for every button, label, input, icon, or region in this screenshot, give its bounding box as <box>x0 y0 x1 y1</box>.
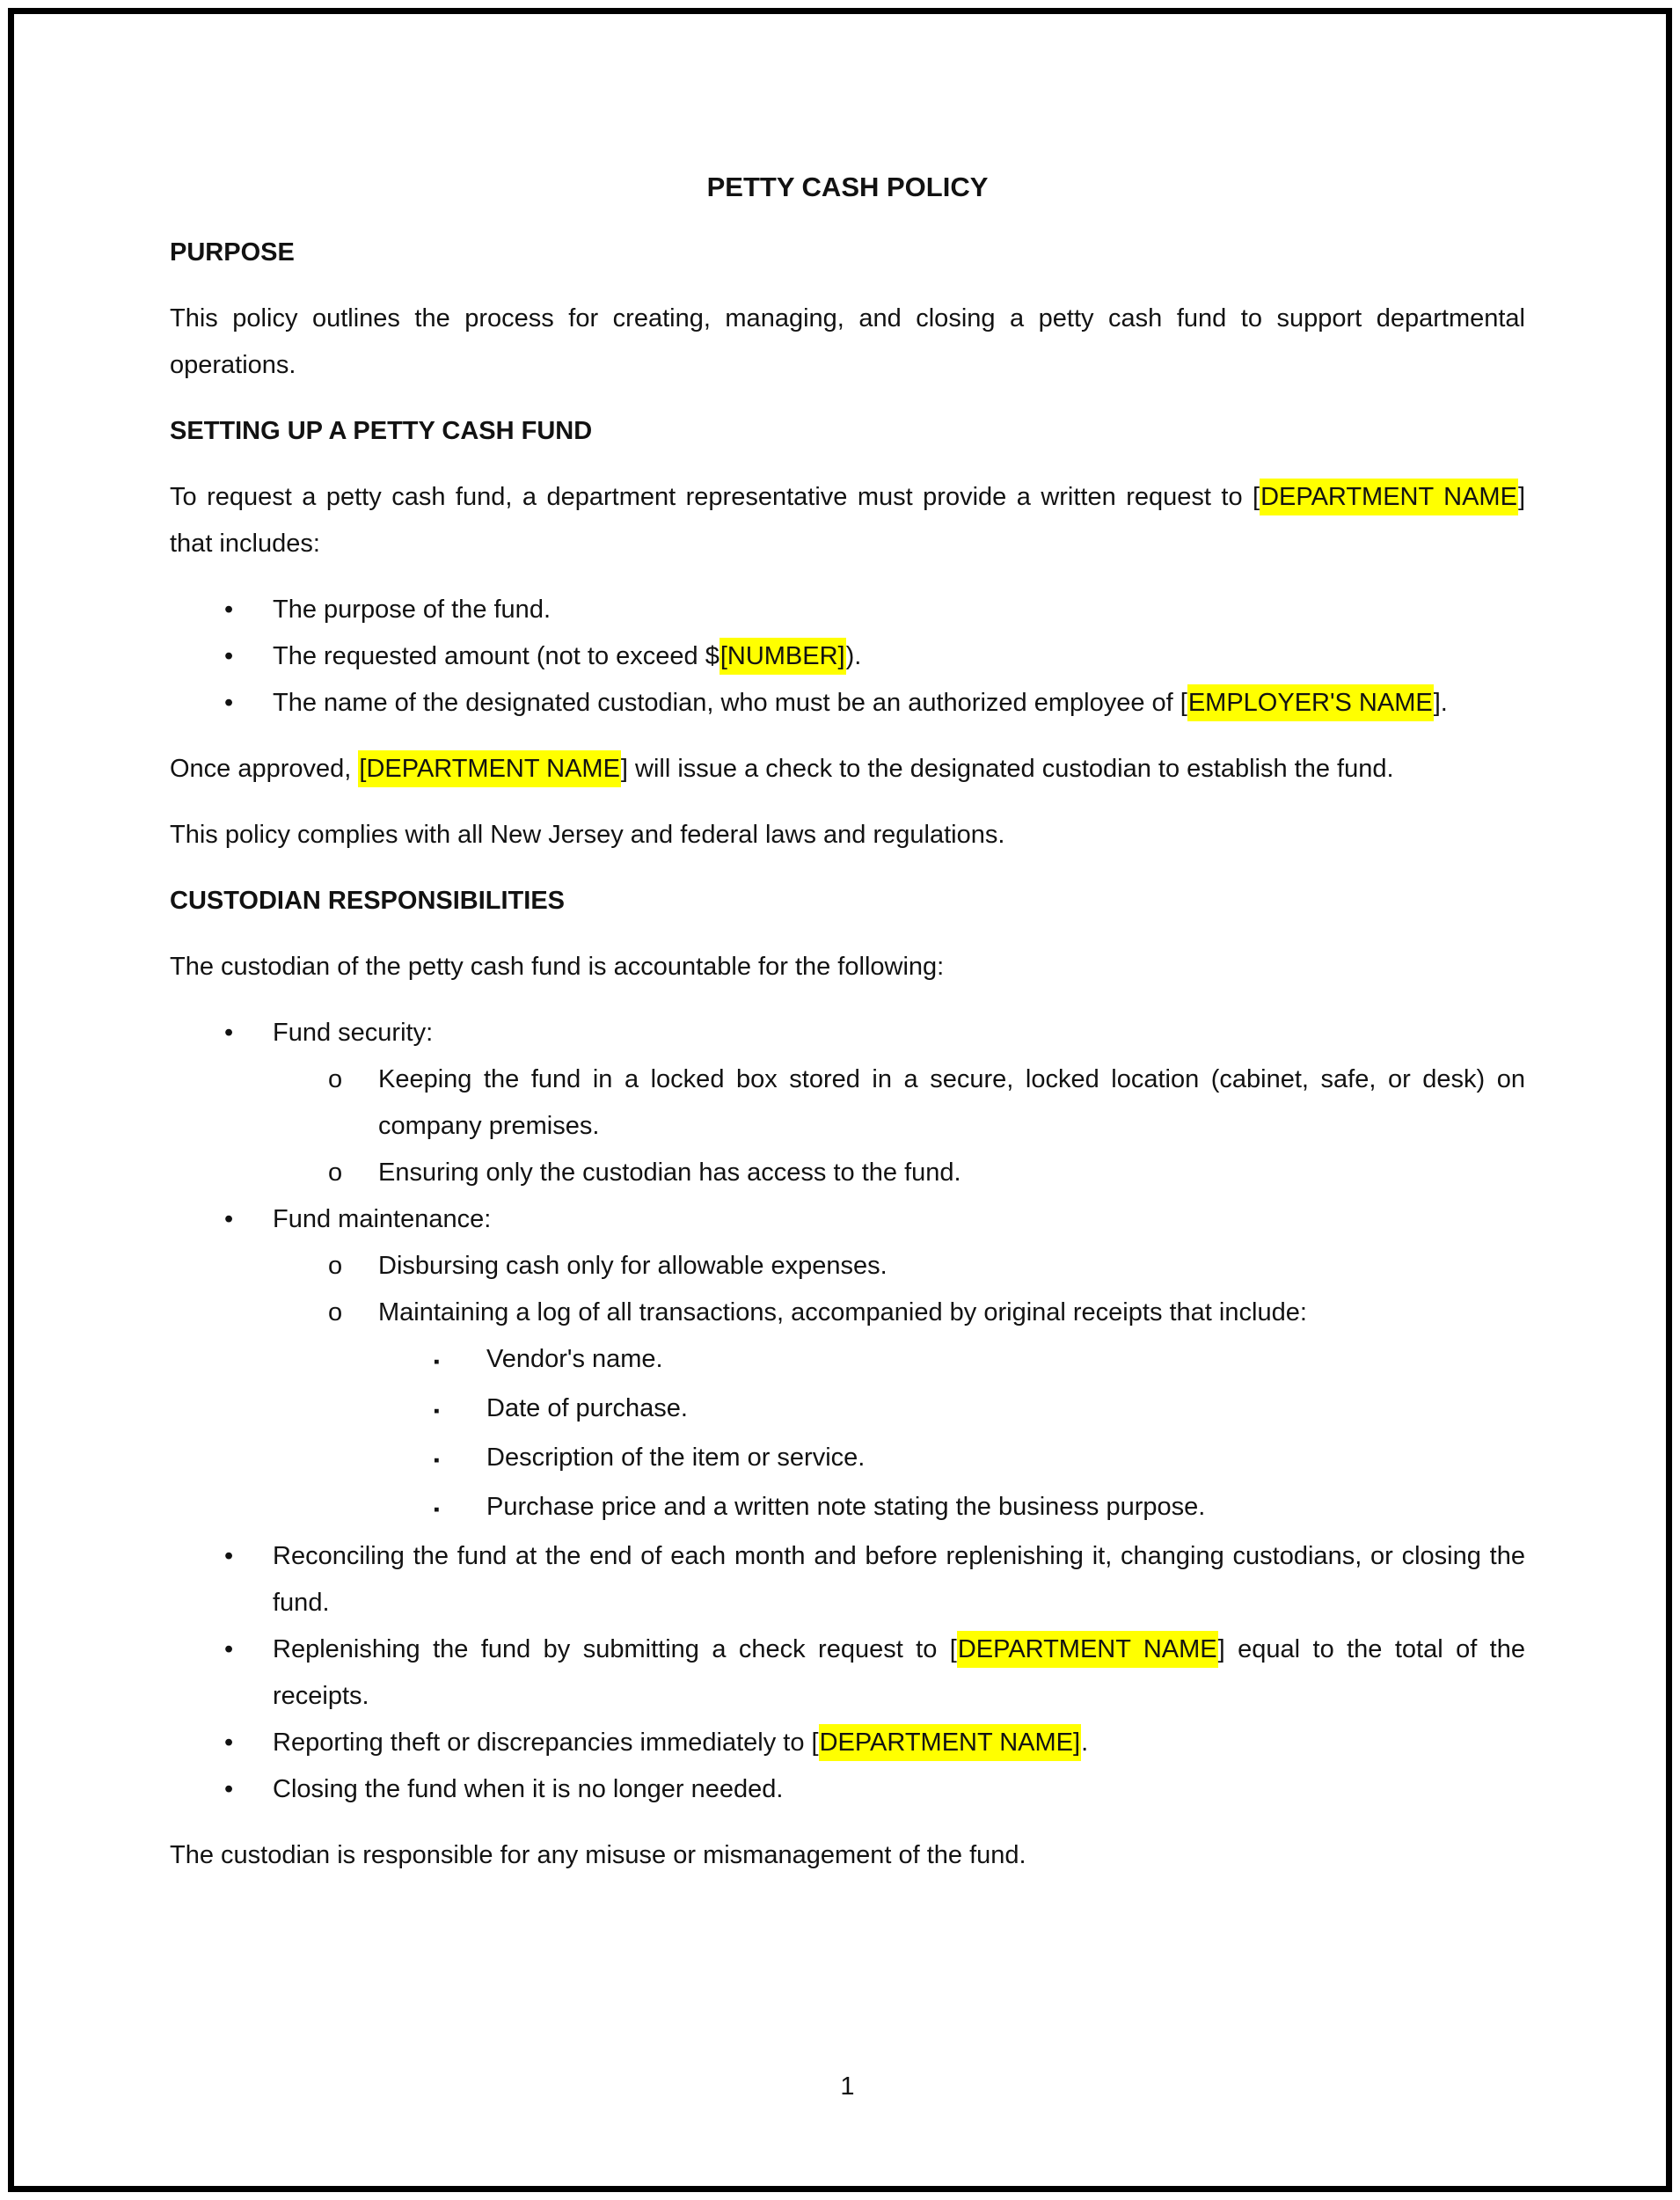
bullet-square-icon: ▪ <box>434 1451 440 1470</box>
placeholder-department-name: DEPARTMENT NAME <box>1260 479 1518 515</box>
list-item <box>170 1435 1525 1484</box>
heading-purpose: PURPOSE <box>170 238 295 267</box>
text-segment: To request a petty cash fund, a department representative must provide a written request to [ <box>170 483 1260 511</box>
list-item <box>170 1626 1525 1720</box>
setup-bullet-list <box>170 587 1525 727</box>
paragraph-compliance: This policy complies with all New Jersey and federal laws and regulations. <box>170 821 1005 849</box>
list-item <box>170 1196 1525 1243</box>
list-item-text: Closing the fund when it is no longer needed. <box>273 1775 784 1803</box>
paragraph-request <box>170 474 1525 567</box>
list-item <box>170 1720 1525 1766</box>
list-item <box>170 1056 1525 1150</box>
list-item <box>170 1385 1525 1435</box>
list-item <box>170 1010 1525 1056</box>
paragraph-purpose: This policy outlines the process for creating, managing, and closing a petty cash fund to support departmental operations. <box>170 304 1525 379</box>
paragraph-custodian-intro: The custodian of the petty cash fund is accountable for the following: <box>170 953 945 981</box>
list-item-text: Description of the item or service. <box>486 1444 866 1472</box>
list-item <box>170 1150 1525 1196</box>
custodian-bullet-list <box>170 1010 1525 1813</box>
list-item-text: Fund security: <box>273 1019 434 1047</box>
list-item <box>170 1766 1525 1813</box>
bullet-disc-icon: • <box>224 1729 234 1757</box>
list-item <box>170 1336 1525 1385</box>
bullet-disc-icon: • <box>224 1775 234 1803</box>
paragraph-responsibility-note: The custodian is responsible for any misuse or mismanagement of the fund. <box>170 1841 1026 1869</box>
page-content <box>170 14 1525 2186</box>
bullet-disc-icon: • <box>224 1019 234 1047</box>
bullet-disc-icon: • <box>224 642 234 670</box>
bullet-disc-icon: • <box>224 1542 234 1570</box>
placeholder-employers-name: EMPLOYER'S NAME <box>1187 684 1434 721</box>
text-segment: Reporting theft or discrepancies immediately to [ <box>273 1729 819 1757</box>
bullet-circle-icon: o <box>328 1298 343 1327</box>
bullet-square-icon: ▪ <box>434 1501 440 1519</box>
text-segment: ] will issue a check to the designated custodian to establish the fund. <box>620 755 1394 783</box>
list-item <box>170 633 1525 680</box>
list-item-text: Ensuring only the custodian has access to the fund. <box>378 1158 961 1187</box>
bullet-square-icon: ▪ <box>434 1353 440 1371</box>
text-segment: The name of the designated custodian, who must be an authorized employee of [ <box>273 689 1187 717</box>
text-segment: ] equal to the total of the receipts. <box>273 1635 1525 1710</box>
list-item <box>170 1243 1525 1290</box>
heading-custodian-responsibilities: CUSTODIAN RESPONSIBILITIES <box>170 887 566 915</box>
list-item <box>170 1533 1525 1626</box>
list-item-text <box>273 633 1525 680</box>
page-number: 1 <box>840 2072 855 2101</box>
list-item-text: Vendor's name. <box>486 1345 663 1373</box>
text-segment: Once approved, <box>170 755 359 783</box>
list-item <box>170 1290 1525 1336</box>
bullet-disc-icon: • <box>224 1205 234 1233</box>
list-item-text: The purpose of the fund. <box>273 596 551 624</box>
text-segment: Replenishing the fund by submitting a check request to [ <box>273 1635 957 1663</box>
bullet-disc-icon: • <box>224 689 234 717</box>
page-border-frame <box>8 8 1672 2192</box>
bullet-circle-icon: o <box>328 1158 343 1187</box>
text-segment: . <box>1081 1729 1089 1757</box>
list-item-text: Fund maintenance: <box>273 1205 492 1233</box>
list-item-text: Reconciling the fund at the end of each month and before replenishing it, changing custodians, or closing the fund. <box>273 1542 1525 1617</box>
list-item-text: Keeping the fund in a locked box stored in a secure, locked location (cabinet, safe, or desk) on company premises. <box>378 1065 1525 1140</box>
text-segment: ]. <box>1433 689 1448 717</box>
placeholder-number: [NUMBER] <box>719 638 846 675</box>
bullet-disc-icon: • <box>224 596 234 624</box>
list-item-text: Maintaining a log of all transactions, accompanied by original receipts that include: <box>378 1298 1307 1327</box>
bullet-disc-icon: • <box>224 1635 234 1663</box>
list-item-text <box>273 1626 1525 1720</box>
text-segment: ). <box>845 642 862 670</box>
list-item <box>170 1484 1525 1533</box>
bullet-circle-icon: o <box>328 1252 343 1280</box>
list-item-text: Disbursing cash only for allowable expenses. <box>378 1252 887 1280</box>
heading-setup: SETTING UP A PETTY CASH FUND <box>170 417 593 445</box>
list-item-text <box>273 680 1525 727</box>
placeholder-department-name: DEPARTMENT NAME] <box>819 1724 1082 1761</box>
placeholder-department-name: [DEPARTMENT NAME <box>358 750 621 787</box>
list-item <box>170 587 1525 633</box>
text-segment: ] that includes: <box>170 483 1525 558</box>
text-segment: The requested amount (not to exceed $ <box>273 642 719 670</box>
list-item-text: Purchase price and a written note stating the business purpose. <box>486 1493 1206 1521</box>
list-item <box>170 680 1525 727</box>
list-item-text <box>273 1720 1525 1766</box>
bullet-square-icon: ▪ <box>434 1402 440 1421</box>
bullet-circle-icon: o <box>328 1065 343 1093</box>
document-title: PETTY CASH POLICY <box>706 172 989 202</box>
list-item-text: Date of purchase. <box>486 1394 688 1422</box>
paragraph-once-approved <box>170 746 1525 793</box>
placeholder-department-name: DEPARTMENT NAME <box>957 1631 1218 1668</box>
